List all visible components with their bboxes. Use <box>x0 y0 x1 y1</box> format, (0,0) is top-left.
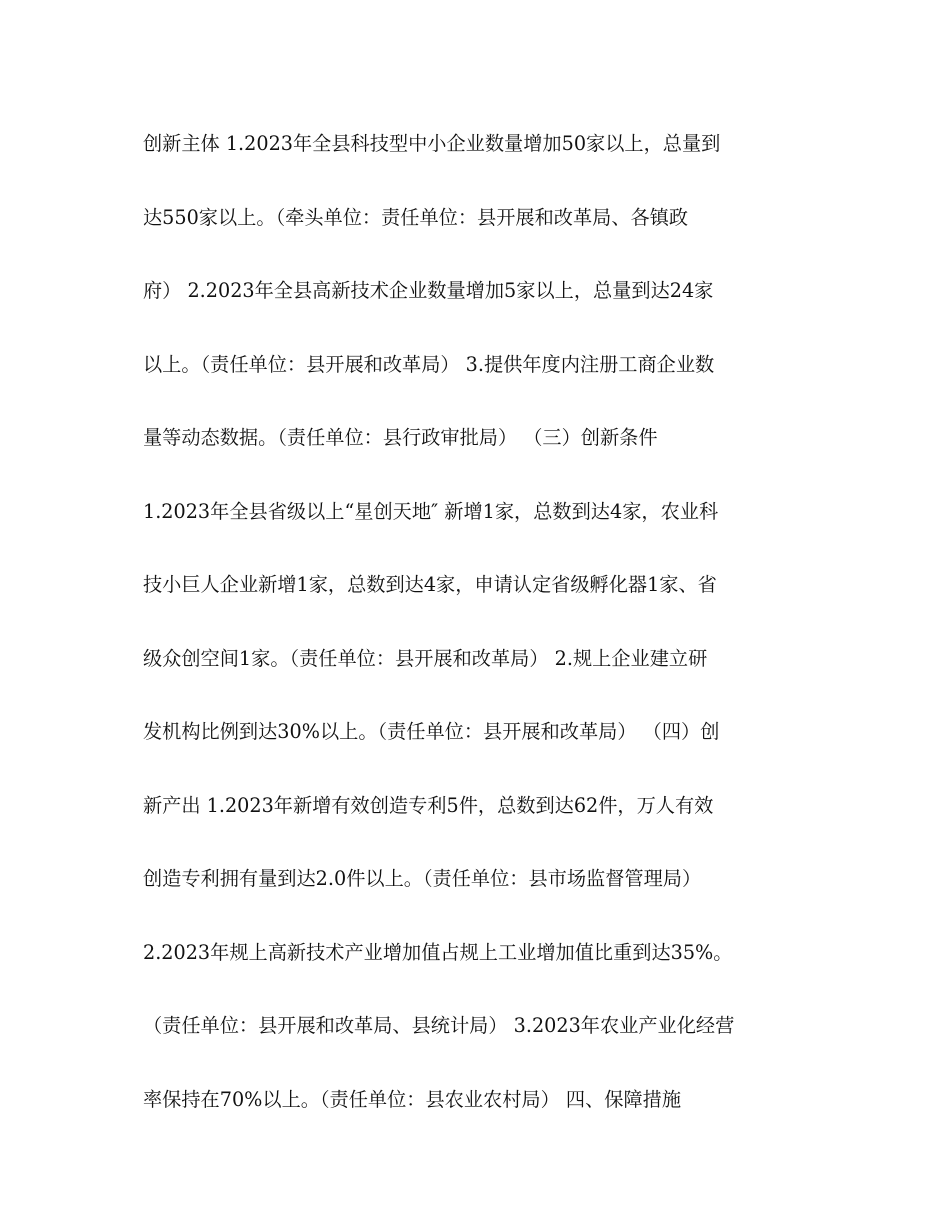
text-line: 率保持在70%以上。（责任单位：县农业农村局） 四、保障措施 <box>143 1087 682 1111</box>
text-line: 量等动态数据。（责任单位：县行政审批局） （三）创新条件 <box>143 426 658 449</box>
text-line: 1.2023年全县省级以上“星创天地″ 新增1家，总数到达4家，农业科 <box>143 499 719 523</box>
text-line: 府） 2.2023年全县高新技术企业数量增加5家以上，总量到达24家 <box>143 279 714 302</box>
text-line: 创新主体 1.2023年全县科技型中小企业数量增加50家以上，总量到 <box>143 132 721 155</box>
text-line: 达550家以上。（牵头单位：责任单位：县开展和改革局、各镇政 <box>143 205 689 229</box>
text-line: 创造专利拥有量到达2.0件以上。（责任单位：县市场监督管理局） <box>143 867 702 890</box>
text-line: 发机构比例到达30%以上。（责任单位：县开展和改革局） （四）创 <box>143 720 720 743</box>
body-text <box>143 120 813 1149</box>
text-line: 2.2023年规上高新技术产业增加值占规上工业增加值比重到达35%。 <box>143 940 733 964</box>
text-line: （责任单位：县开展和改革局、县统计局） 3.2023年农业产业化经营 <box>143 1014 735 1037</box>
text-line: 技小巨人企业新增1家，总数到达4家，申请认定省级孵化器1家、省 <box>143 573 717 596</box>
text-line: 级众创空间1家。（责任单位：县开展和改革局） 2.规上企业建立研 <box>143 646 708 670</box>
text-line: 以上。（责任单位：县开展和改革局） 3.提供年度内注册工商企业数 <box>143 352 715 376</box>
text-line: 新产出 1.2023年新增有效创造专利5件，总数到达62件，万人有效 <box>143 793 714 817</box>
